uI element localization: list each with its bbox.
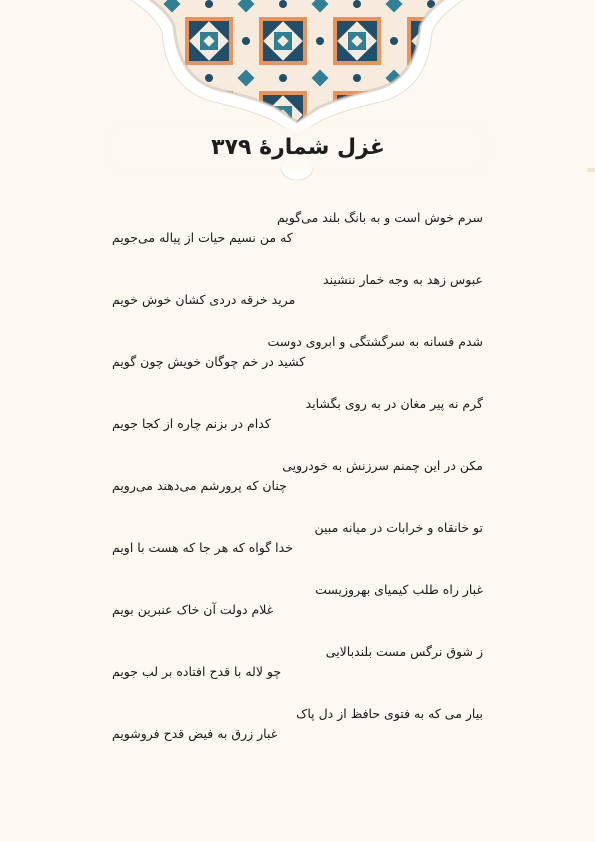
first-hemistich: تو خانقاه و خرابات در میانه مبین: [314, 520, 483, 535]
first-hemistich: شدم فسانه به سرگشتگی و ابروی دوست: [267, 334, 483, 349]
edge-tab: [587, 168, 595, 172]
second-hemistich: غلام دولت آن خاک عنبرین بویم: [112, 602, 274, 617]
first-hemistich: گرم نه پیر مغان در به روی بگشاید: [305, 396, 483, 411]
first-hemistich: سرم خوش است و به بانگ بلند می‌گویم: [276, 210, 483, 225]
first-hemistich: غبار راه طلب کیمیای بهروزیست: [315, 582, 483, 597]
second-hemistich: چو لاله با قدح افتاده بر لب جویم: [112, 664, 282, 679]
beyt: [112, 330, 483, 392]
beyt: [112, 392, 483, 454]
second-hemistich: خدا گواه که هر جا که هست با اویم: [112, 540, 293, 555]
first-hemistich: مکن در این چمنم سرزنش به خودرویی: [282, 458, 483, 473]
second-hemistich: چنان که پرورشم می‌دهند می‌رویم: [112, 478, 287, 493]
second-hemistich: که من نسیم حیات از پیاله می‌جویم: [112, 230, 293, 245]
beyt: [112, 206, 483, 268]
footer-ornament: [92, 838, 504, 842]
beyt: [112, 516, 483, 578]
beyt: [112, 702, 483, 764]
second-hemistich: کدام در بزنم چاره از کجا جویم: [112, 416, 271, 431]
beyt: [112, 578, 483, 640]
first-hemistich: ز شوق نرگس مست بلندبالایی: [325, 644, 483, 659]
first-hemistich: عبوس زهد به وجه خمار ننشیند: [323, 272, 483, 287]
second-hemistich: غبار زرق به فیض قدح فروشویم: [112, 726, 278, 741]
second-hemistich: مرید خرقه دردی کشان خوش خویم: [112, 292, 296, 307]
page-title: غزل شمارهٔ ۳۷۹: [211, 135, 385, 160]
poem: [112, 206, 483, 764]
beyt: [112, 268, 483, 330]
beyt: [112, 640, 483, 702]
beyt: [112, 454, 483, 516]
first-hemistich: بیار می که به فتوی حافظ از دل پاک: [296, 706, 483, 721]
second-hemistich: کشید در خم چوگان خویش چون گویم: [112, 354, 306, 369]
